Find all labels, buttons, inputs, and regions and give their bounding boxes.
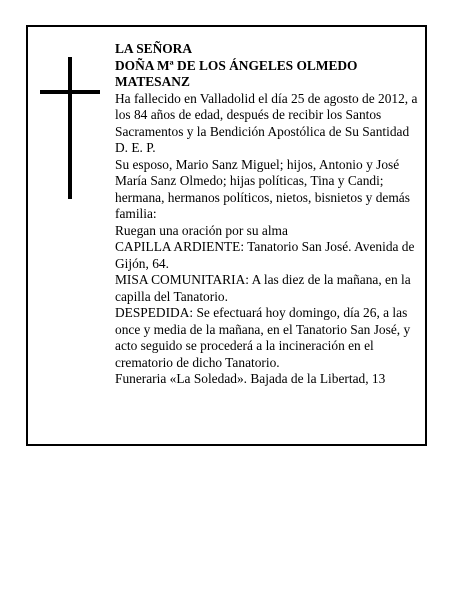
chapel-info: CAPILLA ARDIENTE: Tanatorio San José. Avenida de Gijón, 64. (115, 239, 415, 271)
family-list: Su esposo, Mario Sanz Miguel; hijos, Antonio y José María Sanz Olmedo; hijas políticas, Tina y Candi; hermana, hermanos políticos, nietos, bisnietos y demás familia: (115, 156, 410, 221)
cross-icon (40, 57, 100, 199)
deceased-title: LA SEÑORA (115, 41, 193, 56)
prayer-request: Ruegan una oración por su alma (115, 222, 288, 238)
cross-horizontal-bar (40, 90, 100, 94)
cross-vertical-bar (68, 57, 72, 199)
obituary-notice (26, 25, 427, 446)
farewell-info: DESPEDIDA: Se efectuará hoy domingo, día 26, a las once y media de la mañana, en el Tanatorio San José, y acto seguido se procederá a la incineración en el crematorio de dicho Tanatorio. (115, 305, 411, 370)
funeral-home-info: Funeraria «La Soledad». Bajada de la Libertad, 13 (115, 371, 386, 386)
mass-info: MISA COMUNITARIA: A las diez de la mañana, en la capilla del Tanatorio. (115, 272, 411, 304)
obituary-text (115, 41, 423, 388)
deceased-name: DOÑA Mª DE LOS ÁNGELES OLMEDO MATESANZ (115, 57, 358, 89)
death-announcement: Ha fallecido en Valladolid el día 25 de agosto de 2012, a los 84 años de edad, después de recibir los Santos Sacramentos y la Bendición Apostólica de Su Santidad (115, 90, 418, 139)
rest-in-peace: D. E. P. (115, 140, 156, 155)
